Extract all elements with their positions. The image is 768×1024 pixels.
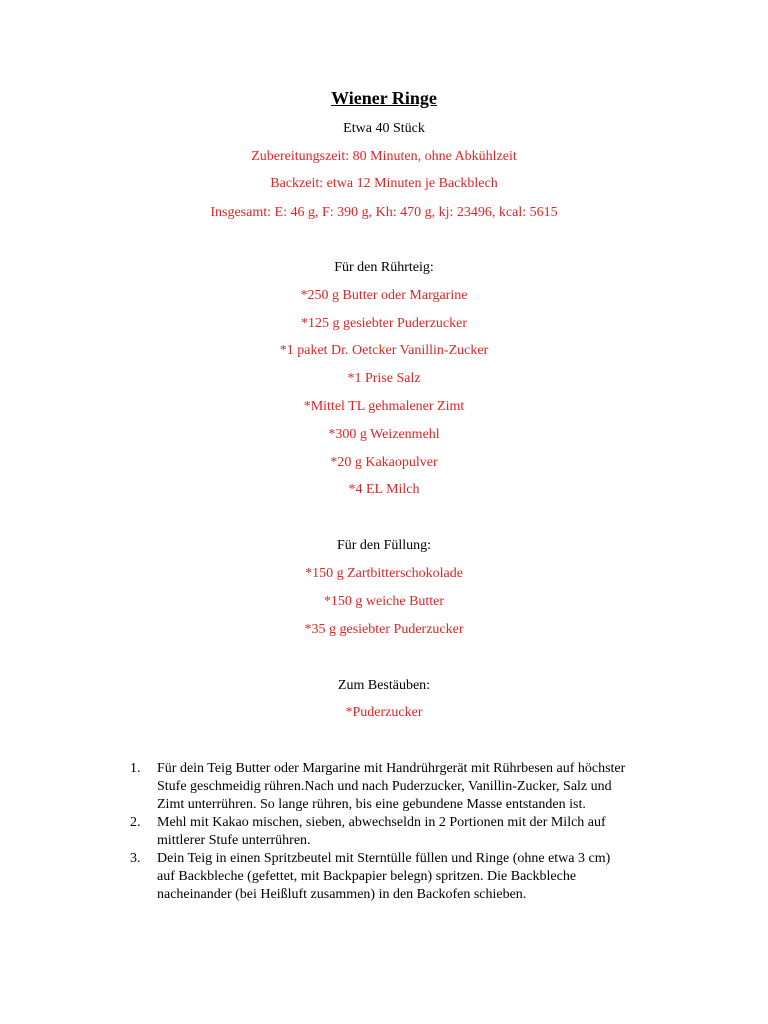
ingredient-item: *150 g weiche Butter [323, 594, 445, 609]
ingredient-item: *150 g Zartbitterschokolade [305, 566, 463, 581]
step-number: 1. [130, 761, 141, 776]
prep-time: Zubereitungszeit: 80 Minuten, ohne Abkühlzeit [251, 149, 517, 164]
bake-time: Backzeit: etwa 12 Minuten je Backblech [270, 176, 498, 191]
ingredient-item: *250 g Butter oder Margarine [300, 288, 468, 303]
ingredient-item: *4 EL Milch [348, 482, 420, 497]
step-text: Mehl mit Kakao mischen, sieben, abwechseldn in 2 Portionen mit der Milch auf mittlerer Stufe unterrühren. [157, 815, 606, 848]
ingredient-item: *Mittel TL gehmalener Zimt [303, 399, 465, 414]
recipe-title: Wiener Ringe [331, 88, 437, 108]
section-heading-fuellung: Für den Füllung: [336, 538, 432, 553]
instruction-list [130, 760, 630, 904]
ingredient-item: *Puderzucker [345, 705, 423, 720]
ingredient-item: *125 g gesiebter Puderzucker [301, 316, 467, 331]
nutrition-total: Insgesamt: E: 46 g, F: 390 g, Kh: 470 g, kj: 23496, kcal: 5615 [210, 205, 558, 220]
step-text: Für dein Teig Butter oder Margarine mit Handrührgerät mit Rührbesen auf höchster Stufe geschmeidig rühren.Nach und nach Puderzucker, Vanillin-Zucker, Salz und Zimt unterrühren. So lange rühren, bis eine gebundene Masse entstanden ist. [157, 761, 626, 812]
step-number: 3. [130, 851, 141, 866]
step-number: 2. [130, 815, 141, 830]
section-heading-ruehrteig: Für den Rührteig: [334, 260, 434, 275]
instruction-step [130, 814, 630, 850]
instruction-step [130, 760, 630, 814]
ingredient-item: *300 g Weizenmehl [328, 427, 440, 442]
step-text: Dein Teig in einen Spritzbeutel mit Sterntülle füllen und Ringe (ohne etwa 3 cm) auf Backbleche (gefettet, mit Backpapier belegn) spritzen. Die Backbleche nacheinander (bei Heißluft zusammen) in den Backofen schieben. [157, 851, 611, 902]
ingredient-item: *35 g gesiebter Puderzucker [304, 622, 464, 637]
ingredient-item: *1 paket Dr. Oetcker Vanillin-Zucker [279, 343, 489, 358]
ingredient-item: *20 g Kakaopulver [330, 455, 438, 470]
instruction-step [130, 850, 630, 904]
servings-text: Etwa 40 Stück [343, 121, 425, 136]
section-heading-bestaeuben: Zum Bestäuben: [337, 678, 431, 693]
ingredient-item: *1 Prise Salz [347, 371, 421, 386]
